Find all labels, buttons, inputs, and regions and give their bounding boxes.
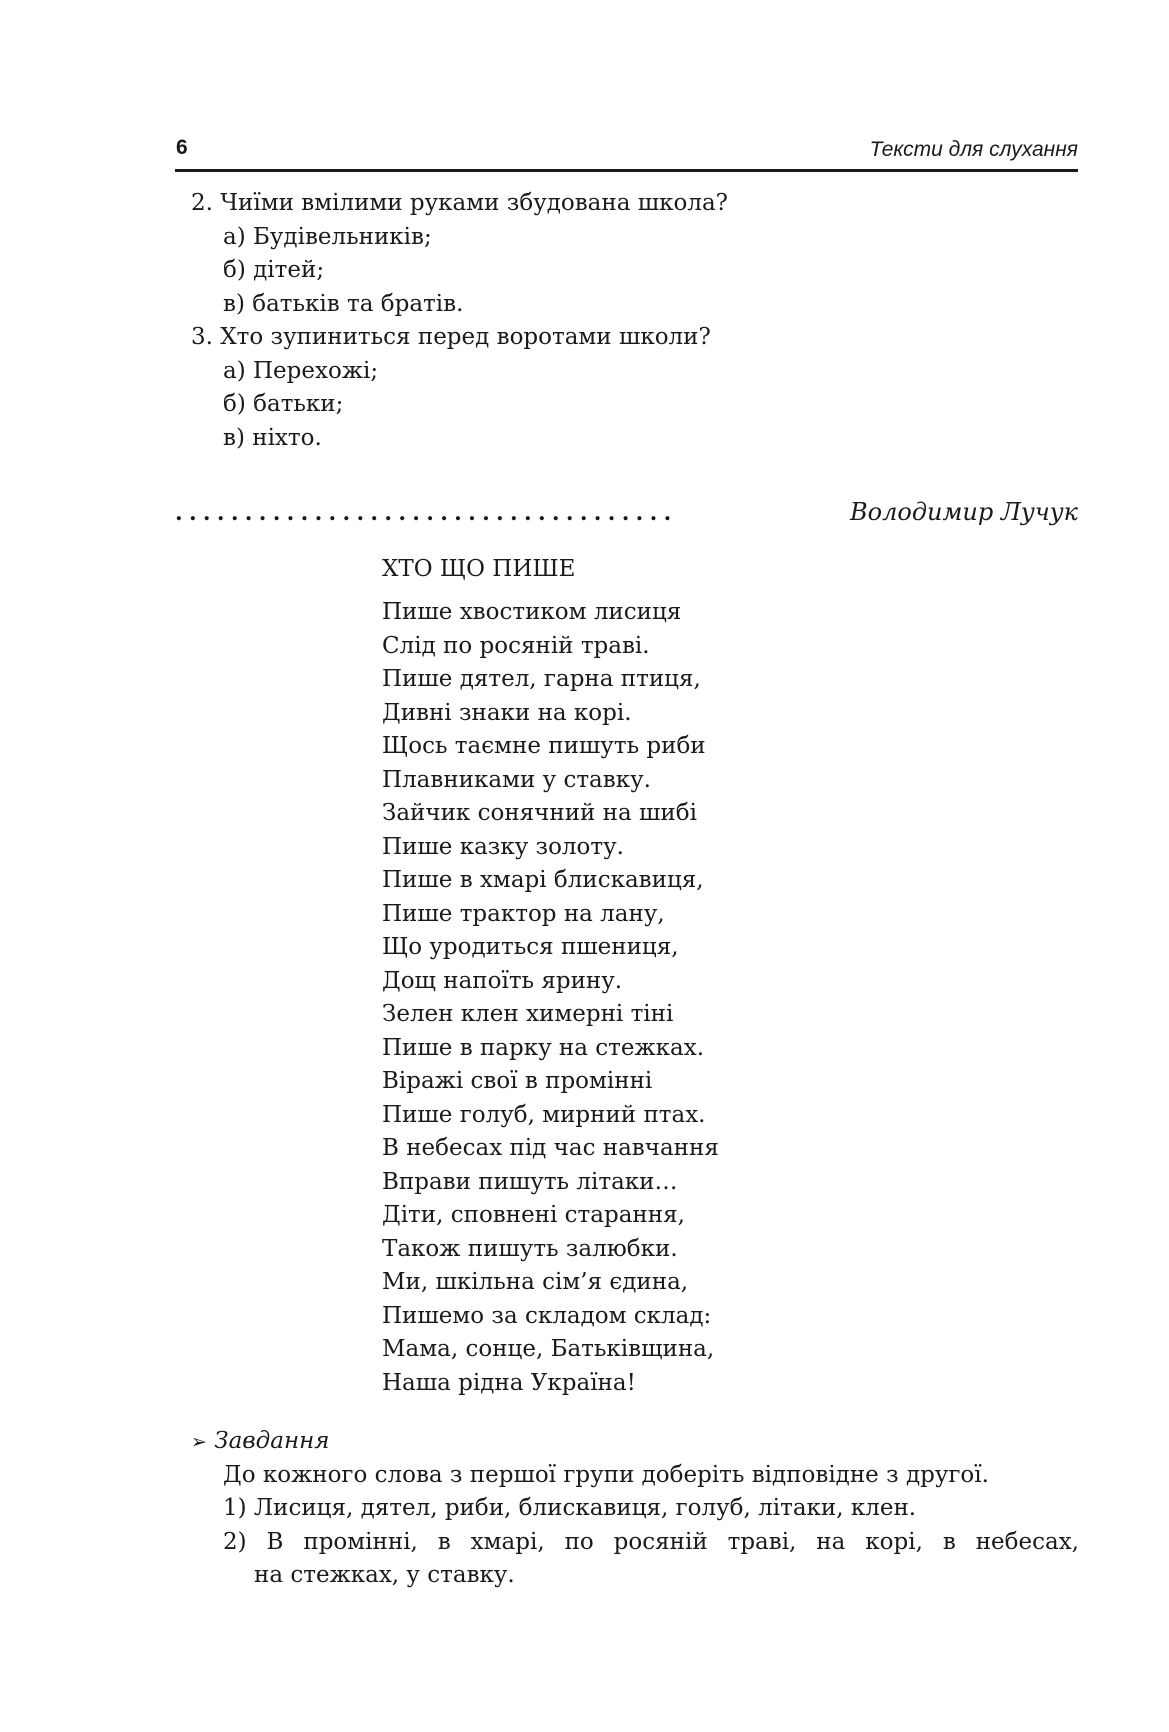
task-heading: Завдання [214, 1428, 330, 1454]
question-number: 3. [191, 324, 213, 350]
poem-line: Дивні знаки на корі. [382, 699, 632, 726]
item-number: 1) [223, 1495, 247, 1521]
poem-line: Пише дятел, гарна птиця, [382, 666, 701, 692]
poem-line: Пише голуб, мирний птах. [382, 1101, 706, 1128]
answer-option: в) ніхто. [223, 424, 322, 451]
question-number: 2. [191, 190, 213, 216]
poem-line: Зелен клен химерні тіні [382, 1001, 674, 1027]
task-item-1 [191, 1492, 1079, 1526]
answer-option: б) батьки; [223, 391, 344, 417]
question-text: Чиїми вмілими руками збудована школа? [220, 190, 729, 216]
item-text: Лисиця, дятел, риби, блискавиця, голуб, літаки, клен. [253, 1495, 917, 1521]
poem-line: Мама, сонце, Батьківщина, [382, 1336, 715, 1362]
poem-line: Ми, шкільна сім’я єдина, [382, 1269, 689, 1295]
answer-option: а) Будівельників; [223, 223, 432, 250]
poem-line: Пишемо за складом склад: [382, 1302, 712, 1329]
question-2 [191, 187, 728, 321]
running-title: Тексти для слухання [869, 138, 1078, 161]
poem-body [382, 596, 719, 1400]
poem-line: Пише трактор на лану, [382, 900, 665, 927]
poem-line: Віражі свої в промінні [382, 1068, 653, 1094]
poem-line: Пише хвостиком лисиця [382, 599, 682, 625]
poem-line: Що уродиться пшениця, [382, 934, 679, 960]
poem-line: Зайчик сонячний на шибі [382, 800, 697, 826]
poem-line: Пише в хмарі блискавиця, [382, 867, 704, 893]
poem-line: Дощ напоїть ярину. [382, 967, 623, 994]
answer-option: в) батьків та братів. [223, 290, 464, 317]
poem-line: Діти, сповнені старання, [382, 1202, 685, 1228]
item-text: В промінні, в хмарі, по росяній траві, на корі, в небесах, [266, 1528, 1079, 1555]
poem-line: В небесах під час навчання [382, 1135, 719, 1161]
task-item-2 [191, 1526, 1079, 1560]
poem-line: Пише в парку на стежках. [382, 1034, 705, 1061]
arrow-bullet-icon: ➢ [191, 1431, 207, 1453]
page-number: 6 [176, 136, 188, 159]
poem-line: Слід по росяній траві. [382, 632, 650, 659]
poem-line: Наша рідна Україна! [382, 1369, 636, 1396]
question-3 [191, 321, 711, 455]
poem-line: Плавниками у ставку. [382, 766, 651, 793]
task-item-2-continuation: на стежках, у ставку. [254, 1562, 515, 1588]
poem-line: Вправи пишуть літаки… [382, 1168, 678, 1195]
answer-option: а) Перехожі; [223, 357, 379, 384]
poem-line: Щось таємне пишуть риби [382, 733, 706, 759]
poem-line: Пише казку золоту. [382, 833, 624, 860]
poem-author: Володимир Лучук [850, 498, 1078, 526]
header-rule [175, 169, 1078, 172]
answer-option: б) дітей; [223, 257, 325, 283]
poem-line: Також пишуть залюбки. [382, 1235, 678, 1262]
poem-title: ХТО ЩО ПИШЕ [382, 556, 576, 582]
task-section [191, 1425, 1079, 1593]
question-text: Хто зупиниться перед воротами школи? [220, 324, 711, 350]
dotted-leader: .................................... [175, 500, 678, 526]
item-number: 2) [223, 1528, 247, 1555]
task-instruction: До кожного слова з першої групи доберіть відповідне з другої. [223, 1461, 989, 1488]
